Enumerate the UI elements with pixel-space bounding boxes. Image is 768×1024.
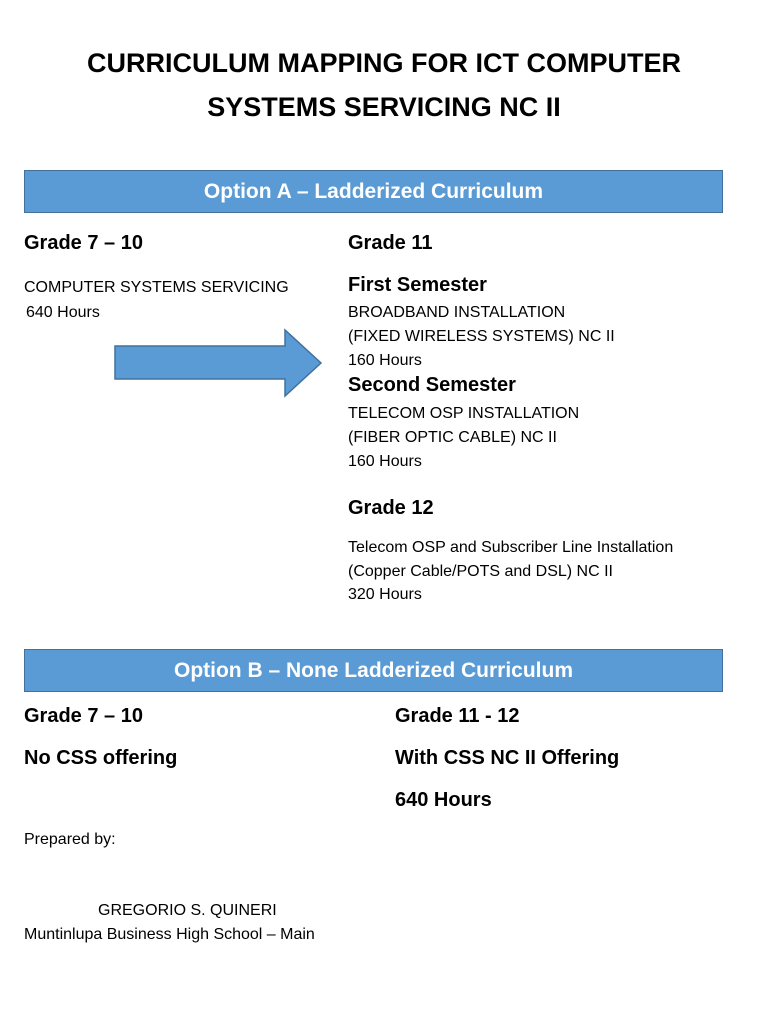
- option-a-grade-11: Grade 11: [348, 232, 433, 254]
- option-a-left-course: COMPUTER SYSTEMS SERVICING: [24, 279, 289, 296]
- first-semester-course-line-2: (FIXED WIRELESS SYSTEMS) NC II: [348, 328, 615, 345]
- second-semester-hours: 160 Hours: [348, 453, 422, 470]
- option-a-grade-12: Grade 12: [348, 497, 434, 519]
- preparer-name: GREGORIO S. QUINERI: [98, 902, 277, 919]
- option-a-left-grade: Grade 7 – 10: [24, 232, 143, 254]
- option-b-header: [24, 649, 723, 692]
- option-a-header: [24, 170, 723, 213]
- second-semester-course-line-1: TELECOM OSP INSTALLATION: [348, 405, 580, 422]
- first-semester-course-line-1: BROADBAND INSTALLATION: [348, 304, 566, 321]
- prepared-by-label: Prepared by:: [24, 831, 116, 848]
- option-b-right-offering: With CSS NC II Offering: [395, 747, 620, 769]
- option-b-right-hours: 640 Hours: [395, 789, 492, 811]
- option-b-left-grade: Grade 7 – 10: [24, 705, 143, 727]
- first-semester-hours: 160 Hours: [348, 352, 422, 369]
- right-arrow-icon: [113, 328, 323, 398]
- option-a-left-hours: 640 Hours: [26, 304, 100, 321]
- grade-12-course-line-1: Telecom OSP and Subscriber Line Installation: [348, 539, 674, 556]
- grade-12-course-line-2: (Copper Cable/POTS and DSL) NC II: [348, 563, 613, 580]
- second-semester-course-line-2: (FIBER OPTIC CABLE) NC II: [348, 429, 557, 446]
- first-semester-label: First Semester: [348, 274, 487, 296]
- page-title-line-1: CURRICULUM MAPPING FOR ICT COMPUTER: [87, 48, 681, 78]
- grade-12-hours: 320 Hours: [348, 586, 422, 603]
- preparer-school: Muntinlupa Business High School – Main: [24, 926, 315, 943]
- option-a-header-label: Option A – Ladderized Curriculum: [203, 179, 544, 203]
- option-b-left-offering: No CSS offering: [24, 747, 178, 769]
- second-semester-label: Second Semester: [348, 374, 516, 396]
- option-b-right-grade: Grade 11 - 12: [395, 705, 520, 727]
- page-title-line-2: SYSTEMS SERVICING NC II: [207, 92, 561, 122]
- option-b-header-label: Option B – None Ladderized Curriculum: [173, 658, 574, 682]
